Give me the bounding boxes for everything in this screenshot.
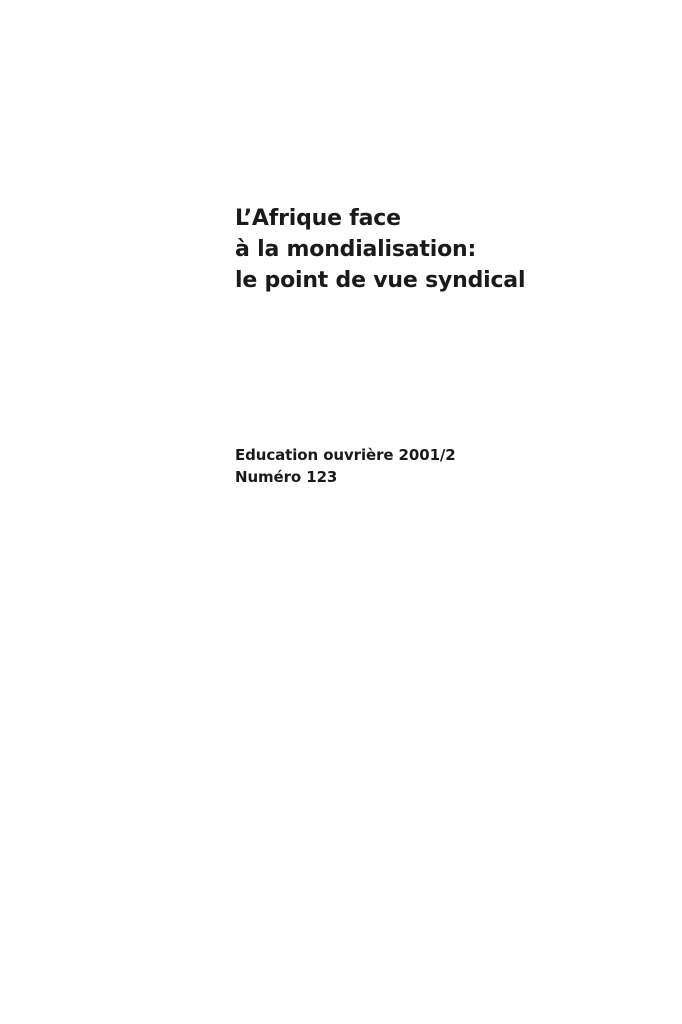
publication-issue: Numéro 123 (235, 468, 338, 486)
title-line-3: le point de vue syndical (235, 268, 526, 293)
publication-series: Education ouvrière 2001/2 (235, 446, 456, 464)
publication-info (235, 444, 655, 488)
title-line-1: L’Afrique face (235, 206, 401, 231)
document-title (235, 203, 655, 296)
title-line-2: à la mondialisation: (235, 237, 477, 262)
